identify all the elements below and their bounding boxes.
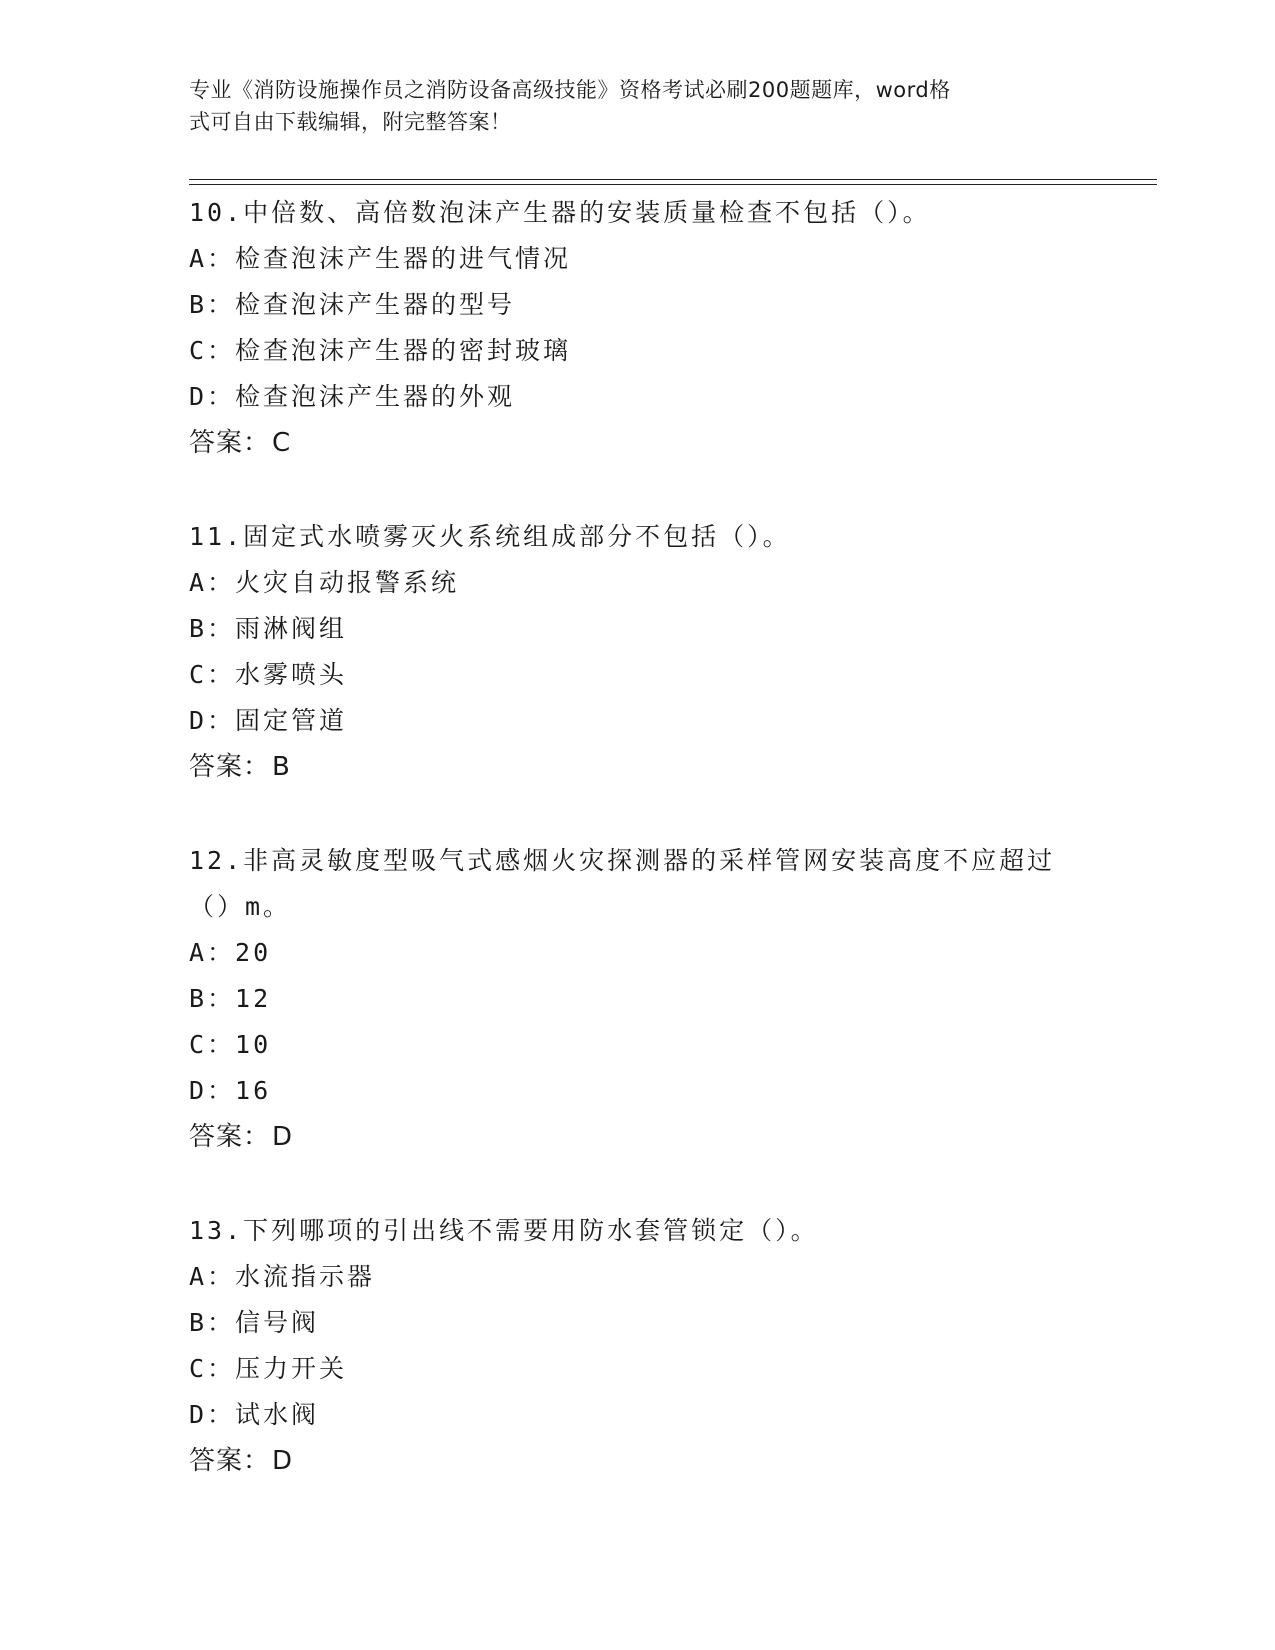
question-stem: 13.下列哪项的引出线不需要用防水套管锁定（）。: [189, 1216, 819, 1245]
option-c: C：检查泡沫产生器的密封玻璃: [189, 336, 572, 365]
answer-value: D: [272, 1122, 294, 1152]
option-c: C：水雾喷头: [189, 660, 348, 689]
header-line-1: 专业《消防设施操作员之消防设备高级技能》资格考试必刷200题题库，word格: [189, 78, 951, 102]
answer-value: B: [272, 752, 291, 782]
answer-value: C: [272, 428, 292, 458]
question-11: [189, 514, 1089, 790]
question-stem: 12.非高灵敏度型吸气式感烟火灾探测器的采样管网安装高度不应超过: [189, 846, 1056, 875]
document-header: [189, 74, 1069, 138]
option-d: D：16: [189, 1076, 272, 1105]
option-d: D：试水阀: [189, 1400, 320, 1429]
option-a: A：20: [189, 938, 272, 967]
answer-value: D: [272, 1446, 294, 1476]
option-d: D：检查泡沫产生器的外观: [189, 382, 516, 411]
question-list: [189, 190, 1089, 1532]
question-10: [189, 190, 1089, 466]
answer-line: [189, 420, 1089, 466]
header-divider-top: [189, 179, 1157, 180]
option-c: C：10: [189, 1030, 272, 1059]
option-b: B：12: [189, 984, 272, 1013]
header-line-2: 式可自由下载编辑，附完整答案！: [189, 110, 512, 134]
option-b: B：检查泡沫产生器的型号: [189, 290, 516, 319]
header-divider-bottom: [189, 184, 1157, 185]
answer-line: [189, 1438, 1089, 1484]
answer-label: 答案：: [189, 1122, 271, 1152]
option-a: A：水流指示器: [189, 1262, 376, 1291]
option-c: C：压力开关: [189, 1354, 348, 1383]
option-b: B：信号阀: [189, 1308, 320, 1337]
question-stem-continued: （）m。: [189, 892, 292, 921]
question-13: [189, 1208, 1089, 1484]
option-b: B：雨淋阀组: [189, 614, 348, 643]
option-d: D：固定管道: [189, 706, 348, 735]
question-stem: 10.中倍数、高倍数泡沫产生器的安装质量检查不包括（）。: [189, 198, 931, 227]
answer-label: 答案：: [189, 752, 271, 782]
question-12: [189, 838, 1089, 1160]
answer-label: 答案：: [189, 428, 271, 458]
answer-line: [189, 1114, 1089, 1160]
option-a: A：检查泡沫产生器的进气情况: [189, 244, 572, 273]
answer-label: 答案：: [189, 1446, 271, 1476]
option-a: A：火灾自动报警系统: [189, 568, 460, 597]
answer-line: [189, 744, 1089, 790]
question-stem: 11.固定式水喷雾灭火系统组成部分不包括（）。: [189, 522, 791, 551]
